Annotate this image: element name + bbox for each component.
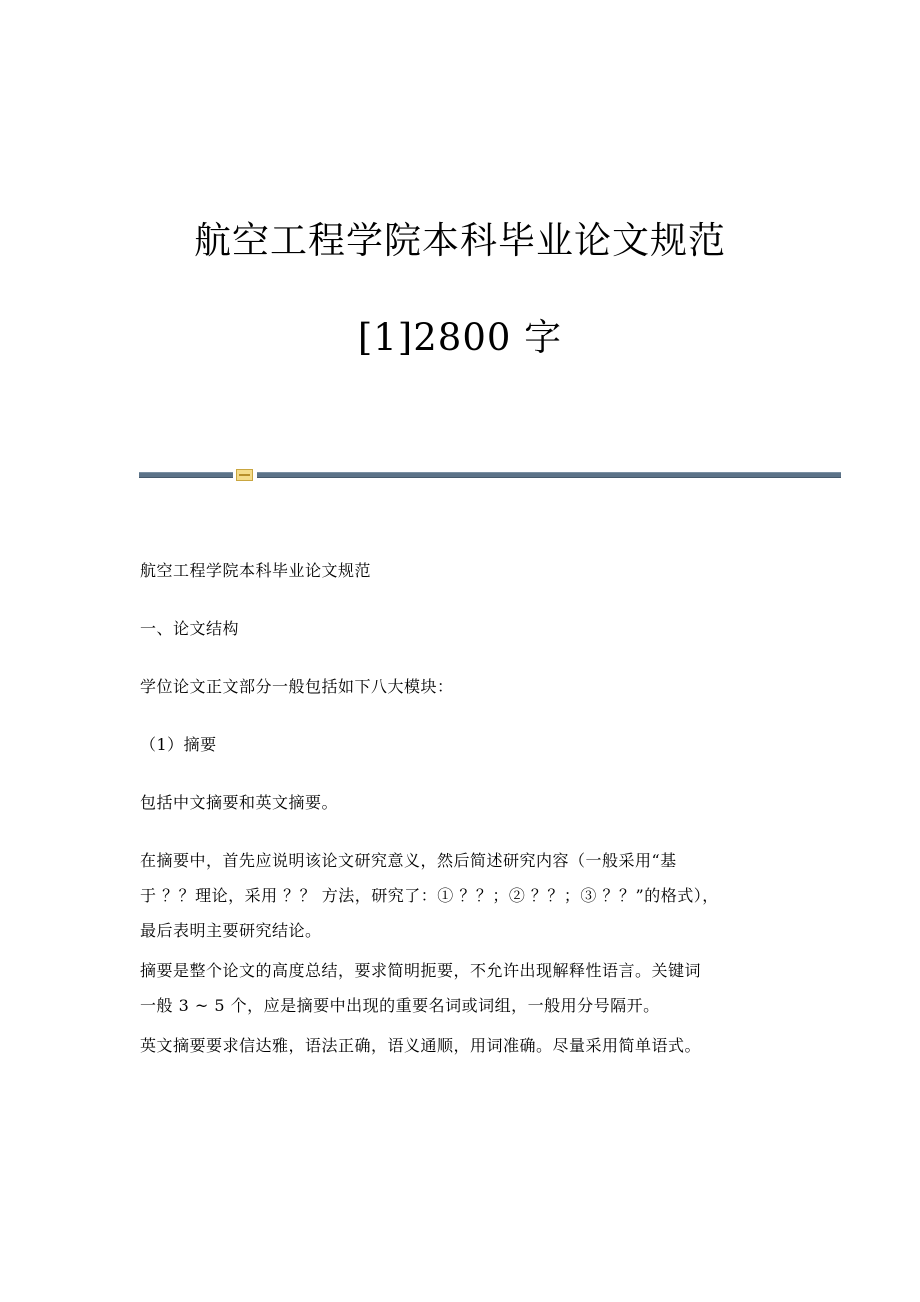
paragraph: 学位论文正文部分一般包括如下八大模块： (140, 677, 454, 696)
paragraph-line: 摘要是整个论文的高度总结，要求简明扼要，不允许出现解释性语言。关键词 (140, 961, 702, 980)
page-title: 航空工程学院本科毕业论文规范 (194, 219, 726, 262)
paragraph-abstract-requirements (140, 961, 780, 1016)
section-divider (139, 469, 841, 481)
ornament-icon (236, 469, 253, 481)
paragraph-line: 最后表明主要研究结论。 (140, 921, 322, 940)
document-body (140, 561, 780, 1056)
page-subtitle: [1]2800 字 (357, 316, 563, 359)
paragraph-line: 一般 3 ~ 5 个，应是摘要中出现的重要名词或词组，一般用分号隔开。 (140, 996, 660, 1015)
divider-bar-right (257, 472, 841, 478)
paragraph-line: 于 ？？理论，采用 ？？ 方法，研究了：① ？？；② ？？；③ ？？”的格式）， (140, 886, 719, 905)
paragraph: 英文摘要要求信达雅，语法正确，语义通顺，用词准确。尽量采用简单语式。 (140, 1036, 702, 1055)
paragraph: 包括中文摘要和英文摘要。 (140, 793, 339, 812)
paragraph-line: 在摘要中，首先应说明该论文研究意义，然后简述研究内容（一般采用“基 (140, 851, 677, 870)
section-heading: 一、论文结构 (140, 619, 240, 638)
paragraph-abstract-content (140, 851, 780, 941)
divider-bar-left (139, 472, 233, 478)
subsection-heading: （1）摘要 (140, 735, 217, 754)
body-heading: 航空工程学院本科毕业论文规范 (140, 561, 372, 580)
